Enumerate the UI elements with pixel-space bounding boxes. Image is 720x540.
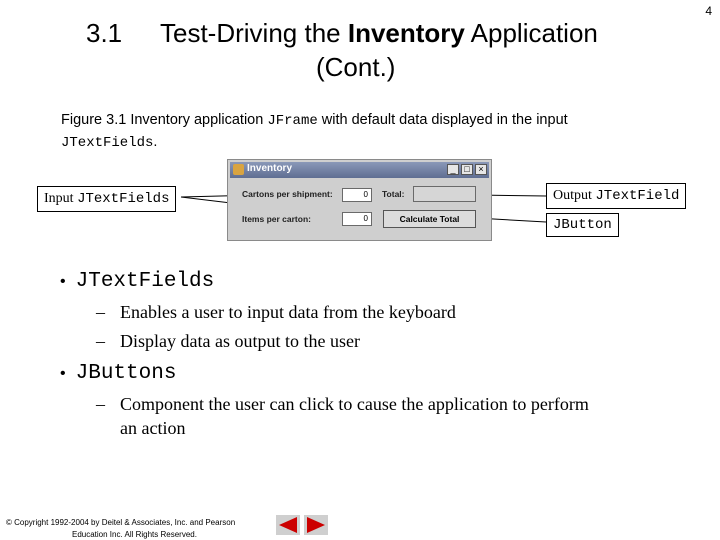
bullet-jbuttons xyxy=(60,360,176,385)
page-number: 4 xyxy=(705,4,712,18)
window-titlebar xyxy=(230,162,489,178)
maximize-button[interactable]: □ xyxy=(461,164,473,175)
section-number: 3.1 xyxy=(86,18,123,48)
bullet-dot-icon: • xyxy=(60,273,66,290)
cartons-label: Cartons per shipment: xyxy=(242,189,333,199)
caption-text: Figure 3.1 Inventory application xyxy=(61,112,268,128)
items-label: Items per carton: xyxy=(242,214,311,224)
window-title: Inventory xyxy=(247,163,293,174)
cartons-input[interactable]: 0 xyxy=(342,188,372,202)
callout-jbutton: JButton xyxy=(546,213,619,237)
callout-word: Input xyxy=(44,191,78,206)
sub-bullet-text: Component the user can click to cause the application to perform xyxy=(120,394,589,414)
sub-bullet-text: Enables a user to input data from the keyboard xyxy=(120,302,456,322)
java-cup-icon xyxy=(233,164,244,175)
caption-code: JTextFields xyxy=(61,135,154,151)
sub-bullet xyxy=(96,331,360,352)
minimize-button[interactable]: _ xyxy=(447,164,459,175)
sub-bullet-text: Display data as output to the user xyxy=(120,331,360,351)
caption-text: . xyxy=(153,134,158,150)
bullet-dot-icon: • xyxy=(60,365,66,382)
items-input[interactable]: 0 xyxy=(342,212,372,226)
callout-word: Output xyxy=(553,188,596,203)
dash-icon: – xyxy=(96,302,105,322)
copyright-text-continued: Education Inc. All Rights Reserved. xyxy=(72,530,197,539)
sub-bullet xyxy=(96,302,456,323)
total-label: Total: xyxy=(382,189,405,199)
slide-title-continued: (Cont.) xyxy=(316,52,396,82)
next-slide-button[interactable] xyxy=(304,515,328,535)
callout-code: JTextFields xyxy=(77,191,170,207)
previous-slide-button[interactable] xyxy=(276,515,300,535)
callout-code: JTextField xyxy=(595,188,680,204)
caption-text: with default data displayed in the input xyxy=(317,112,568,128)
title-prefix: Test-Driving the xyxy=(160,18,348,48)
left-arrow-icon xyxy=(276,515,300,535)
close-button[interactable]: × xyxy=(475,164,487,175)
caption-code: JFrame xyxy=(267,113,318,129)
inventory-window-screenshot xyxy=(227,159,492,241)
total-output-field xyxy=(413,186,476,202)
bullet-jtextfields xyxy=(60,268,214,293)
callout-input-textfields xyxy=(37,186,176,212)
title-suffix: Application xyxy=(464,18,598,48)
callout-output-textfield xyxy=(546,183,686,209)
dash-icon: – xyxy=(96,331,105,351)
dash-icon: – xyxy=(96,394,105,414)
title-bold-word: Inventory xyxy=(347,18,465,48)
copyright-text: © Copyright 1992-2004 by Deitel & Associates, Inc. and Pearson xyxy=(6,518,236,527)
calculate-total-button[interactable]: Calculate Total xyxy=(383,210,476,228)
bullet-heading: JTextFields xyxy=(75,270,215,293)
bullet-heading: JButtons xyxy=(75,362,177,385)
right-arrow-icon xyxy=(304,515,328,535)
sub-bullet xyxy=(96,394,589,415)
sub-bullet-continued: an action xyxy=(120,418,186,438)
